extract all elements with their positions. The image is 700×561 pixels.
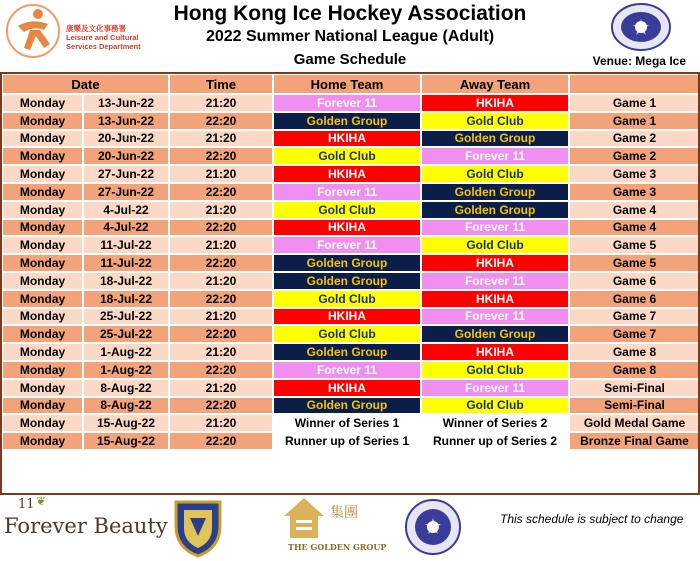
away-team-cell: Golden Group bbox=[421, 130, 569, 148]
table-row bbox=[2, 343, 700, 361]
time-cell: 21:20 bbox=[169, 379, 273, 397]
schedule-table bbox=[1, 73, 700, 451]
day-cell: Monday bbox=[2, 414, 83, 432]
table-row bbox=[2, 432, 700, 450]
time-cell: 22:20 bbox=[169, 361, 273, 379]
away-team-cell: Golden Group bbox=[421, 183, 569, 201]
game-cell: Game 7 bbox=[569, 325, 700, 343]
game-cell: Game 4 bbox=[569, 219, 700, 237]
date-cell: 18-Jul-22 bbox=[83, 272, 169, 290]
away-team-cell: Winner of Series 2 bbox=[421, 414, 569, 432]
home-team-cell: Gold Club bbox=[273, 147, 421, 165]
date-cell: 1-Aug-22 bbox=[83, 343, 169, 361]
table-header-row bbox=[2, 74, 700, 94]
away-team-cell: Gold Club bbox=[421, 397, 569, 415]
day-cell: Monday bbox=[2, 147, 83, 165]
day-cell: Monday bbox=[2, 397, 83, 415]
date-cell: 25-Jul-22 bbox=[83, 308, 169, 326]
table-row bbox=[2, 236, 700, 254]
time-cell: 22:20 bbox=[169, 219, 273, 237]
table-row bbox=[2, 130, 700, 148]
day-cell: Monday bbox=[2, 183, 83, 201]
game-cell: Game 8 bbox=[569, 361, 700, 379]
lcsd-logo bbox=[4, 2, 144, 60]
home-team-cell: HKIHA bbox=[273, 165, 421, 183]
day-cell: Monday bbox=[2, 343, 83, 361]
day-cell: Monday bbox=[2, 112, 83, 130]
away-team-cell: HKIHA bbox=[421, 343, 569, 361]
date-cell: 27-Jun-22 bbox=[83, 183, 169, 201]
lcsd-name bbox=[66, 24, 141, 51]
hkiha-seal-icon bbox=[610, 2, 672, 52]
date-cell: 25-Jul-22 bbox=[83, 325, 169, 343]
day-cell: Monday bbox=[2, 272, 83, 290]
date-cell: 1-Aug-22 bbox=[83, 361, 169, 379]
table-row bbox=[2, 290, 700, 308]
date-cell: 15-Aug-22 bbox=[83, 414, 169, 432]
table-row bbox=[2, 397, 700, 415]
away-team-cell: Runner up of Series 2 bbox=[421, 432, 569, 450]
game-cell: Game 2 bbox=[569, 130, 700, 148]
table-row bbox=[2, 165, 700, 183]
away-team-cell: Gold Club bbox=[421, 361, 569, 379]
date-cell: 4-Jul-22 bbox=[83, 219, 169, 237]
date-cell: 20-Jun-22 bbox=[83, 147, 169, 165]
lcsd-runner-icon bbox=[4, 2, 64, 60]
lcsd-en-1: Leisure and Cultural bbox=[66, 33, 139, 42]
time-cell: 22:20 bbox=[169, 325, 273, 343]
away-team-cell: Golden Group bbox=[421, 201, 569, 219]
home-team-cell: Golden Group bbox=[273, 254, 421, 272]
game-cell: Game 1 bbox=[569, 112, 700, 130]
time-cell: 21:20 bbox=[169, 94, 273, 112]
date-cell: 13-Jun-22 bbox=[83, 94, 169, 112]
away-team-cell: Forever 11 bbox=[421, 272, 569, 290]
schedule-disclaimer: This schedule is subject to change bbox=[500, 512, 684, 526]
time-cell: 22:20 bbox=[169, 290, 273, 308]
date-cell: 13-Jun-22 bbox=[83, 112, 169, 130]
table-row bbox=[2, 147, 700, 165]
club-crest-icon bbox=[168, 496, 228, 558]
date-cell: 8-Aug-22 bbox=[83, 397, 169, 415]
home-team-cell: Runner up of Series 1 bbox=[273, 432, 421, 450]
game-cell: Game 5 bbox=[569, 254, 700, 272]
away-team-cell: Gold Club bbox=[421, 165, 569, 183]
day-cell: Monday bbox=[2, 130, 83, 148]
game-cell: Gold Medal Game bbox=[569, 414, 700, 432]
time-cell: 22:20 bbox=[169, 147, 273, 165]
golden-group-en: THE GOLDEN GROUP bbox=[288, 542, 387, 552]
day-cell: Monday bbox=[2, 379, 83, 397]
day-cell: Monday bbox=[2, 219, 83, 237]
day-cell: Monday bbox=[2, 254, 83, 272]
home-team-cell: Golden Group bbox=[273, 112, 421, 130]
away-team-cell: Forever 11 bbox=[421, 308, 569, 326]
table-row bbox=[2, 272, 700, 290]
home-team-cell: HKIHA bbox=[273, 308, 421, 326]
date-cell: 8-Aug-22 bbox=[83, 379, 169, 397]
game-cell: Game 3 bbox=[569, 165, 700, 183]
away-team-cell: Gold Club bbox=[421, 112, 569, 130]
league-subtitle: 2022 Summer National League (Adult) bbox=[205, 28, 495, 45]
home-team-cell: Gold Club bbox=[273, 325, 421, 343]
game-cell: Game 7 bbox=[569, 308, 700, 326]
day-cell: Monday bbox=[2, 361, 83, 379]
table-row bbox=[2, 201, 700, 219]
golden-group-mark-icon bbox=[282, 496, 326, 542]
day-cell: Monday bbox=[2, 201, 83, 219]
time-cell: 22:20 bbox=[169, 183, 273, 201]
away-team-cell: Gold Club bbox=[421, 236, 569, 254]
away-team-cell: Forever 11 bbox=[421, 379, 569, 397]
table-row bbox=[2, 112, 700, 130]
game-cell: Bronze Final Game bbox=[569, 432, 700, 450]
lcsd-en-2: Services Department bbox=[66, 42, 141, 51]
time-cell: 22:20 bbox=[169, 254, 273, 272]
table-row bbox=[2, 254, 700, 272]
table-row bbox=[2, 379, 700, 397]
game-cell: Game 6 bbox=[569, 272, 700, 290]
col-header-away: Away Team bbox=[421, 74, 569, 94]
day-cell: Monday bbox=[2, 94, 83, 112]
home-team-cell: HKIHA bbox=[273, 130, 421, 148]
game-cell: Game 5 bbox=[569, 236, 700, 254]
home-team-cell: HKIHA bbox=[273, 379, 421, 397]
table-row bbox=[2, 325, 700, 343]
table-row bbox=[2, 361, 700, 379]
home-team-cell: Gold Club bbox=[273, 290, 421, 308]
time-cell: 21:20 bbox=[169, 308, 273, 326]
time-cell: 21:20 bbox=[169, 414, 273, 432]
page-header bbox=[0, 0, 700, 72]
table-row bbox=[2, 308, 700, 326]
game-cell: Game 3 bbox=[569, 183, 700, 201]
venue-label: Venue: Mega Ice bbox=[592, 54, 686, 68]
forever-beauty-logo: Forever Beauty bbox=[4, 514, 168, 538]
date-cell: 18-Jul-22 bbox=[83, 290, 169, 308]
date-cell: 20-Jun-22 bbox=[83, 130, 169, 148]
col-header-game bbox=[569, 74, 700, 94]
home-team-cell: Forever 11 bbox=[273, 236, 421, 254]
table-row bbox=[2, 183, 700, 201]
home-team-cell: Forever 11 bbox=[273, 183, 421, 201]
day-cell: Monday bbox=[2, 290, 83, 308]
home-team-cell: Golden Group bbox=[273, 343, 421, 361]
schedule-body bbox=[2, 94, 700, 450]
time-cell: 22:20 bbox=[169, 397, 273, 415]
day-cell: Monday bbox=[2, 325, 83, 343]
day-cell: Monday bbox=[2, 432, 83, 450]
game-cell: Semi-Final bbox=[569, 397, 700, 415]
lcsd-cn: 康樂及文化事務署 bbox=[66, 24, 126, 33]
home-team-cell: Golden Group bbox=[273, 397, 421, 415]
forever-number: 11 bbox=[18, 497, 35, 512]
game-cell: Game 6 bbox=[569, 290, 700, 308]
away-team-cell: Forever 11 bbox=[421, 219, 569, 237]
hkiha-seal-footer-icon bbox=[404, 498, 462, 556]
page-title: Hong Kong Ice Hockey Association bbox=[173, 2, 527, 25]
col-header-date: Date bbox=[2, 74, 169, 94]
away-team-cell: HKIHA bbox=[421, 94, 569, 112]
day-cell: Monday bbox=[2, 236, 83, 254]
time-cell: 22:20 bbox=[169, 432, 273, 450]
golden-group-cn: 集團 bbox=[330, 505, 358, 521]
game-cell: Game 4 bbox=[569, 201, 700, 219]
away-team-cell: HKIHA bbox=[421, 254, 569, 272]
date-cell: 11-Jul-22 bbox=[83, 254, 169, 272]
time-cell: 21:20 bbox=[169, 201, 273, 219]
game-cell: Game 1 bbox=[569, 94, 700, 112]
time-cell: 21:20 bbox=[169, 343, 273, 361]
game-cell: Semi-Final bbox=[569, 379, 700, 397]
table-row bbox=[2, 219, 700, 237]
away-team-cell: Golden Group bbox=[421, 325, 569, 343]
away-team-cell: HKIHA bbox=[421, 290, 569, 308]
date-cell: 4-Jul-22 bbox=[83, 201, 169, 219]
col-header-time: Time bbox=[169, 74, 273, 94]
time-cell: 22:20 bbox=[169, 112, 273, 130]
home-team-cell: Forever 11 bbox=[273, 361, 421, 379]
time-cell: 21:20 bbox=[169, 236, 273, 254]
date-cell: 27-Jun-22 bbox=[83, 165, 169, 183]
game-cell: Game 2 bbox=[569, 147, 700, 165]
home-team-cell: Winner of Series 1 bbox=[273, 414, 421, 432]
table-row bbox=[2, 94, 700, 112]
schedule-heading: Game Schedule bbox=[293, 51, 407, 68]
time-cell: 21:20 bbox=[169, 165, 273, 183]
day-cell: Monday bbox=[2, 165, 83, 183]
time-cell: 21:20 bbox=[169, 272, 273, 290]
table-row bbox=[2, 414, 700, 432]
home-team-cell: Forever 11 bbox=[273, 94, 421, 112]
home-team-cell: Golden Group bbox=[273, 272, 421, 290]
time-cell: 21:20 bbox=[169, 130, 273, 148]
away-team-cell: Forever 11 bbox=[421, 147, 569, 165]
leaf-icon: ❦ bbox=[36, 494, 47, 508]
game-cell: Game 8 bbox=[569, 343, 700, 361]
date-cell: 11-Jul-22 bbox=[83, 236, 169, 254]
col-header-home: Home Team bbox=[273, 74, 421, 94]
sponsor-footer bbox=[0, 492, 700, 561]
day-cell: Monday bbox=[2, 308, 83, 326]
date-cell: 15-Aug-22 bbox=[83, 432, 169, 450]
home-team-cell: HKIHA bbox=[273, 219, 421, 237]
home-team-cell: Gold Club bbox=[273, 201, 421, 219]
